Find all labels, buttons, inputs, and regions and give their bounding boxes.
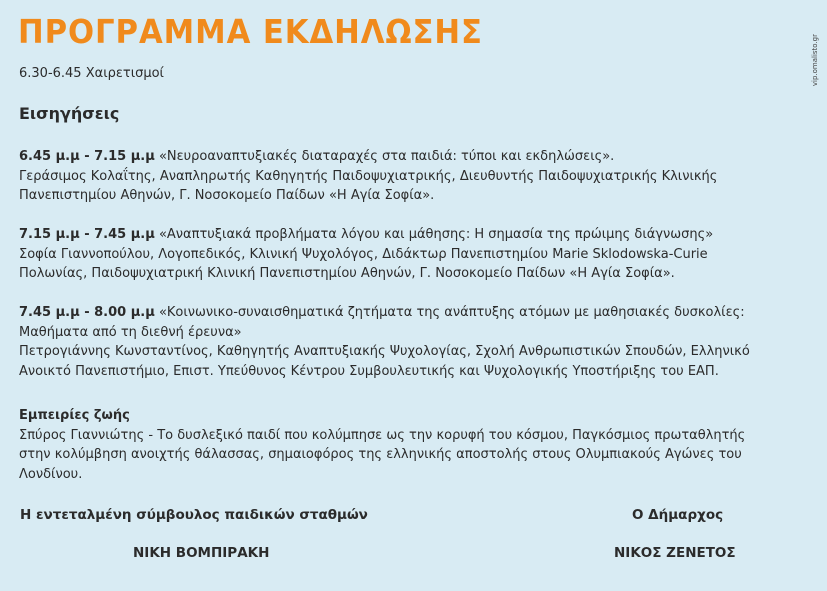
section-heading: Εισηγήσεις (19, 104, 120, 123)
experiences-line1: Σπύρος Γιαννιώτης - Το δυσλεξικό παιδί που κολύμπησε ως την κορυφή του κόσμου, Παγκόσμιος πρωταθλητής (19, 427, 746, 443)
experiences-heading: Εμπειρίες ζωής (19, 408, 130, 423)
right-signatory-name: ΝΙΚΟΣ ΖΕΝΕΤΟΣ (614, 545, 736, 561)
left-signatory-role: Η εντεταλμένη σύμβουλος παιδικών σταθμών (20, 507, 368, 523)
talk-2-time: 7.15 μ.μ - 7.45 μ.μ (19, 227, 155, 242)
talk-1-title: «Νευροαναπτυξιακές διαταραχές στα παιδιά: τύποι και εκδηλώσεις». (158, 149, 615, 164)
talk-1-line3: Πανεπιστημίου Αθηνών, Γ. Νοσοκομείο Παίδων «Η Αγία Σοφία». (19, 188, 435, 203)
right-signatory-role: Ο Δήμαρχος (632, 507, 724, 523)
talk-3-line2: Μαθήματα από τη διεθνή έρευνα» (19, 324, 242, 340)
talk-3 (19, 303, 750, 381)
welcome-line: 6.30-6.45 Χαιρετισμοί (19, 66, 164, 81)
talk-3-line4: Ανοικτό Πανεπιστήμιο, Επιστ. Υπεύθυνος Κέντρου Συμβουλευτικής και Ψυχολογικής Υποστήριξης του ΕΑΠ. (19, 363, 719, 379)
talk-1-line2: Γεράσιμος Κολαΐτης, Αναπληρωτής Καθηγητής Παιδοψυχιατρικής, Διευθυντής Παιδοψυχιατρικής Κλινικής (19, 168, 718, 184)
talk-3-time: 7.45 μ.μ - 8.00 μ.μ (19, 305, 155, 320)
experiences-line3: Λονδίνου. (19, 466, 83, 482)
talk-2-line3: Πολωνίας, Παιδοψυχιατρική Κλινική Πανεπιστημίου Αθηνών, Γ. Νοσοκομείο Παίδων «Η Αγία Σοφία». (19, 266, 675, 281)
talk-2-title: «Αναπτυξιακά προβλήματα λόγου και μάθησης: Η σημασία της πρώιμης διάγνωσης» (158, 227, 714, 242)
experiences (19, 406, 745, 484)
talk-3-line3: Πετρογιάννης Κωνσταντίνος, Καθηγητής Αναπτυξιακής Ψυχολογίας, Σχολή Ανθρωπιστικών Σπουδών, Ελληνικό (19, 344, 750, 359)
talk-1 (19, 147, 717, 206)
side-credit: vip.omalisto.gr (811, 34, 819, 87)
talk-1-time: 6.45 μ.μ - 7.15 μ.μ (19, 149, 155, 164)
talk-2 (19, 225, 713, 284)
experiences-line2: στην κολύμβηση ανοιχτής θάλασσας, σημαιοφόρος της ελληνικής αποστολής στους Ολυμπιακούς Αγώνες του (19, 447, 742, 462)
talk-3-title: «Κοινωνικο-συναισθηματικά ζητήματα της ανάπτυξης ατόμων με μαθησιακές δυσκολίες: (158, 305, 745, 320)
left-signatory-name: ΝΙΚΗ ΒΟΜΠΙΡΑΚΗ (133, 545, 270, 561)
talk-2-line2: Σοφία Γιαννοπούλου, Λογοπεδικός, Κλινική Ψυχολόγος, Διδάκτωρ Πανεπιστημίου Marie Sklodowska-Curie (19, 246, 708, 262)
page-title: ΠΡΟΓΡΑΜΜΑ ΕΚΔΗΛΩΣΗΣ (18, 12, 483, 51)
